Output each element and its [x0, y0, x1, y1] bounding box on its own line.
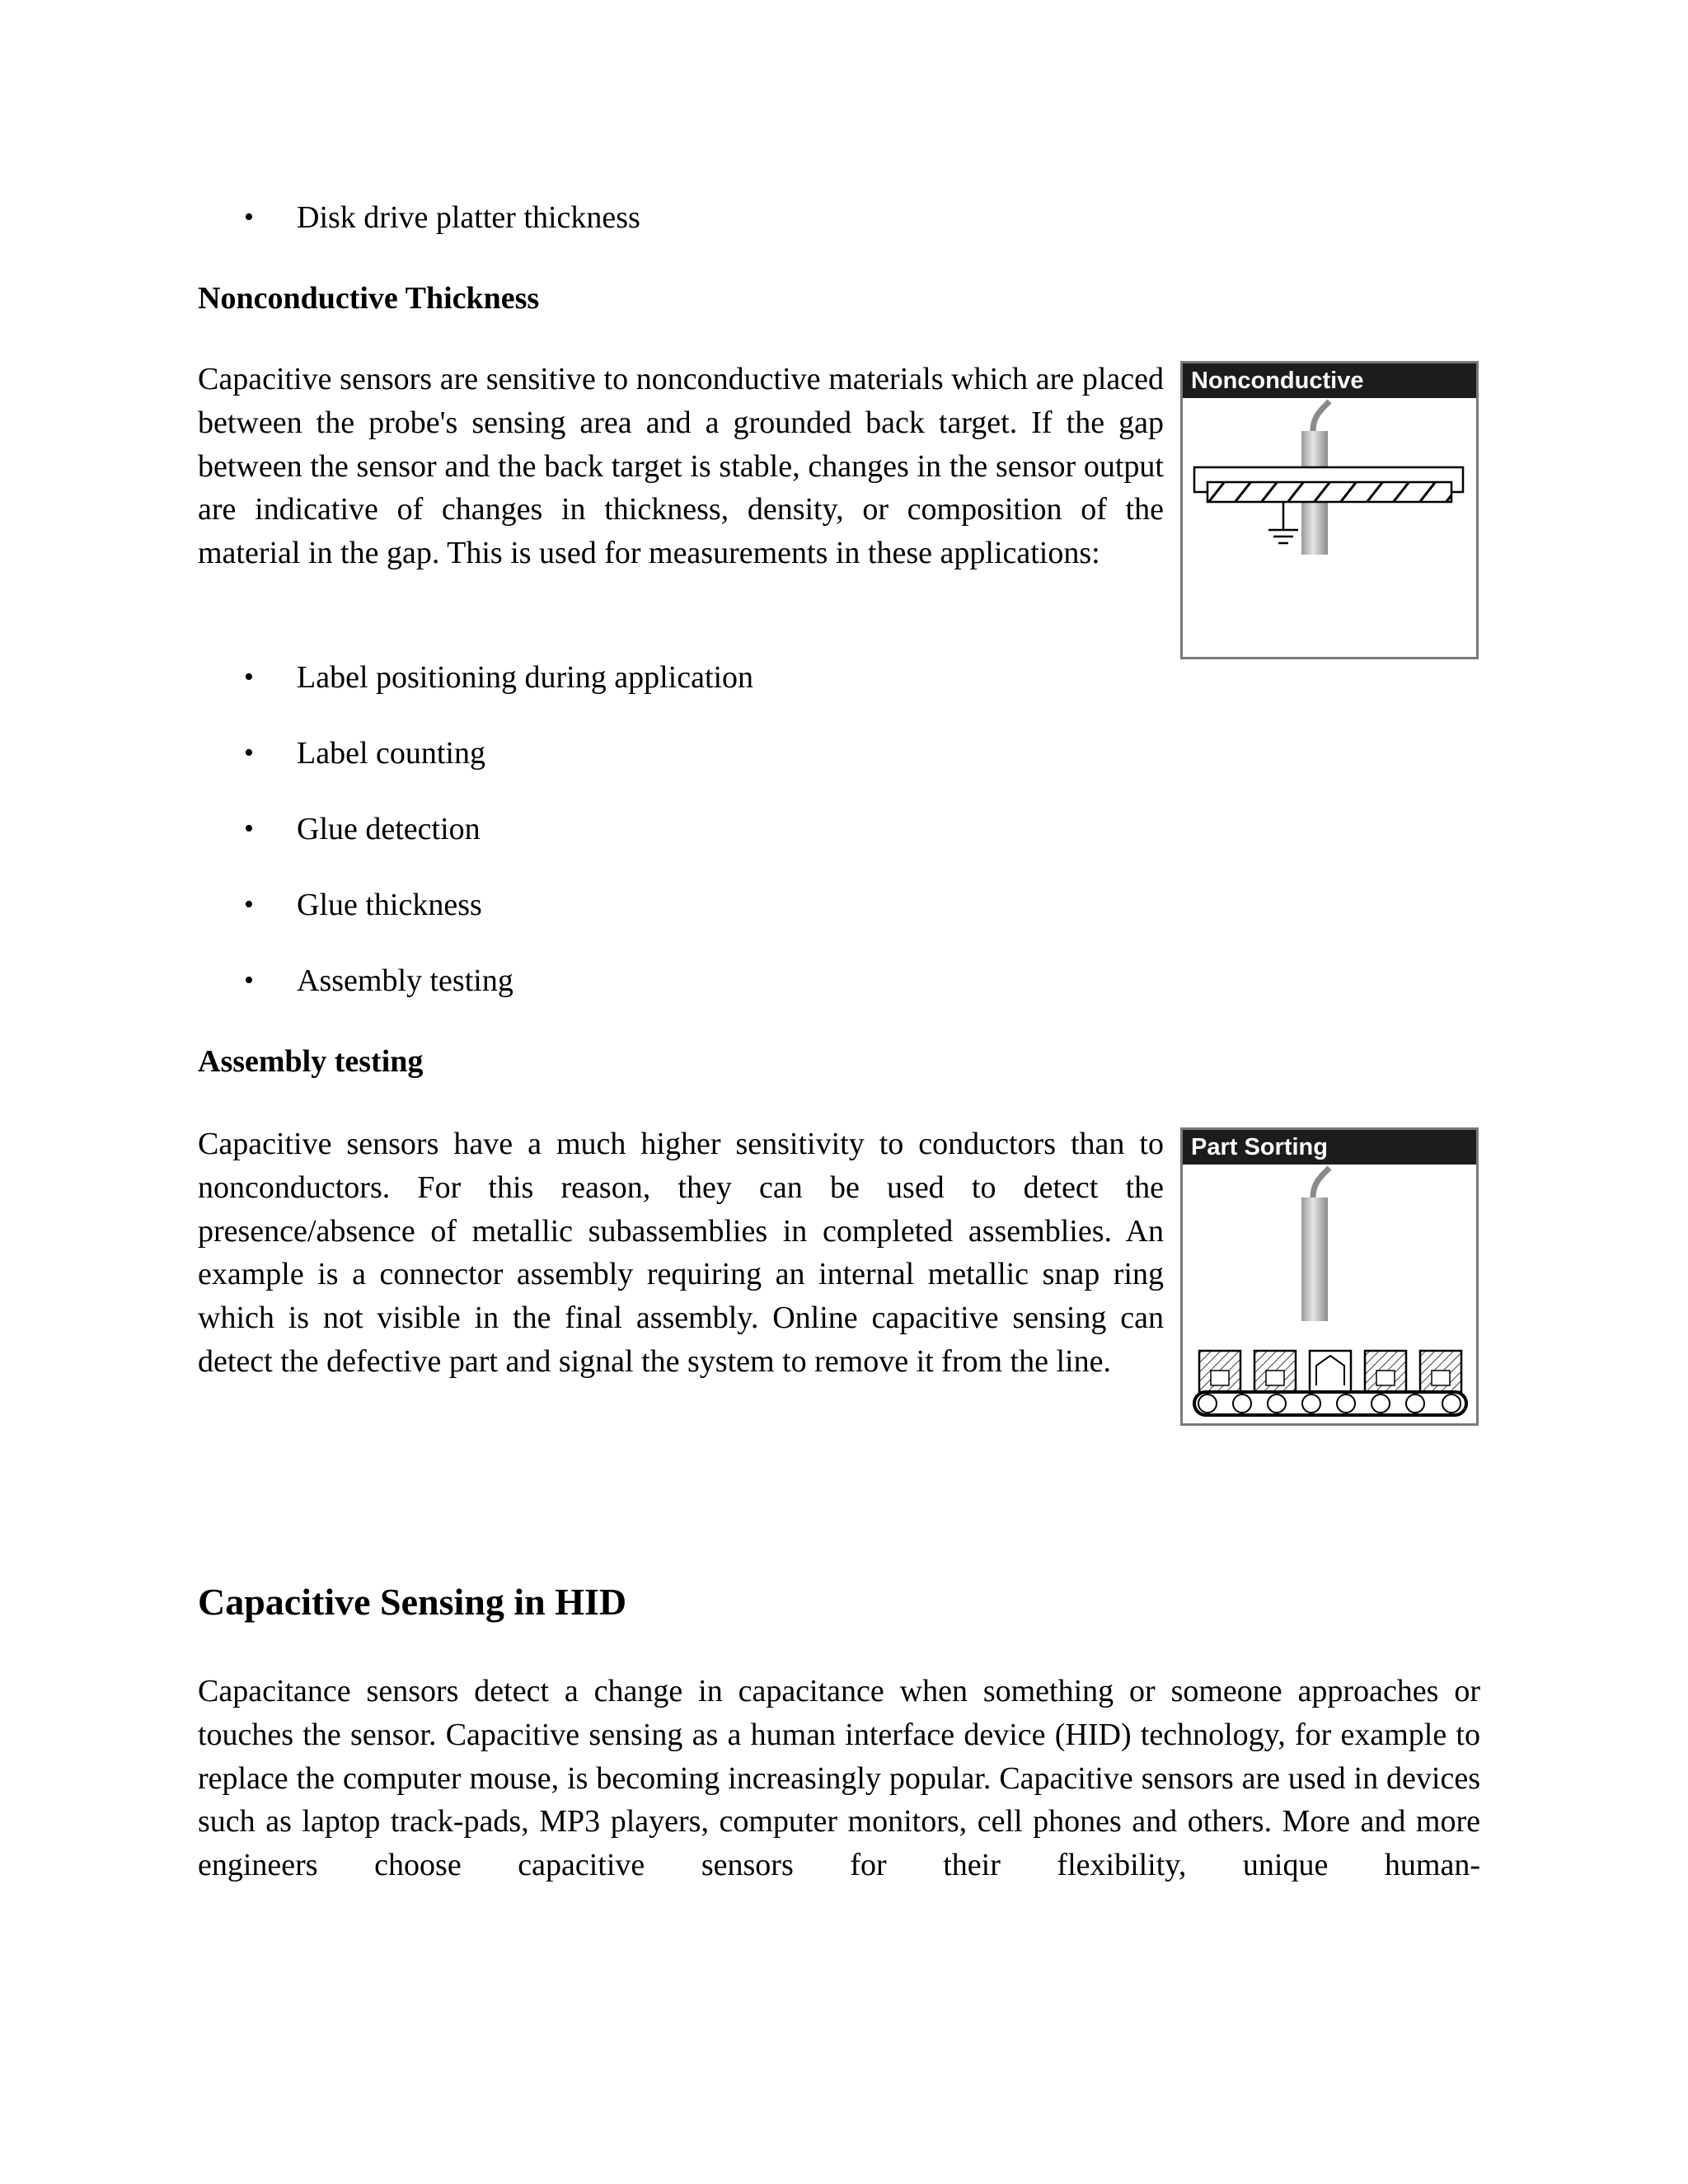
section-heading-nonconductive: Nonconductive Thickness: [198, 281, 540, 316]
back-target: [1207, 480, 1463, 504]
figure-label: Nonconductive: [1183, 363, 1476, 398]
list-item-text: Label positioning during application: [297, 660, 754, 695]
ground-symbol: [1268, 502, 1298, 543]
bullet-glyph: •: [244, 202, 254, 232]
figure-part-sorting: [1180, 1127, 1479, 1426]
probe: [1301, 1197, 1328, 1321]
paragraph-hid: Capacitance sensors detect a change in capacitance when something or someone approaches or touches the sensor. Capacitive sensing as a human interface device (HID) technology, for example to replace the computer mouse, is becoming increasingly popular. Capacitive sensors are used in devices such as laptop track-pads, MP3 players, computer monitors, cell phones and others. More and more engineers choose capacitive sensors for their flexibility, unique human-: [198, 1674, 1480, 1883]
bullet-glyph: •: [244, 662, 254, 692]
bullet-glyph: •: [244, 889, 254, 920]
figure-label: Part Sorting: [1183, 1130, 1476, 1165]
figure-nonconductive: [1180, 361, 1479, 659]
list-item-text: Label counting: [297, 736, 485, 771]
bullet-glyph: •: [244, 813, 254, 844]
section-heading-assembly: Assembly testing: [198, 1044, 424, 1079]
probe-cable: [1313, 401, 1329, 431]
paragraph-assembly: Capacitive sensors have a much higher sensitivity to conductors than to nonconductors. For this reason, they can be used to detect the presence/absence of metallic subassemblies in completed assemblies. An example is a connector assembly requiring an internal metallic snap ring which is not visible in the final assembly. Online capacitive sensing can detect the defective part and signal the system to remove it from the line.: [198, 1127, 1164, 1379]
parts-row: [1199, 1351, 1461, 1392]
bullet-glyph: •: [244, 965, 254, 996]
list-item-text: Assembly testing: [297, 963, 513, 998]
probe-cable: [1313, 1168, 1329, 1197]
bullet-glyph: •: [244, 738, 254, 768]
section-heading-hid: Capacitive Sensing in HID: [198, 1581, 627, 1623]
conveyor-belt: [1194, 1392, 1466, 1415]
nonconductive-diagram: [1183, 398, 1476, 657]
part-sorting-diagram: [1183, 1165, 1476, 1423]
list-item-text: Glue detection: [297, 812, 481, 846]
paragraph-nonconductive: Capacitive sensors are sensitive to nonconductive materials which are placed between the probe's sensing area and a grounded back target. If the gap between the sensor and the back target is stable, changes in the sensor output are indicative of changes in thickness, density, or composition of the material in the gap. This is used for measurements in these applications:: [198, 362, 1164, 571]
list-item-text: Glue thickness: [297, 888, 482, 922]
list-item-text: Disk drive platter thickness: [297, 200, 640, 235]
